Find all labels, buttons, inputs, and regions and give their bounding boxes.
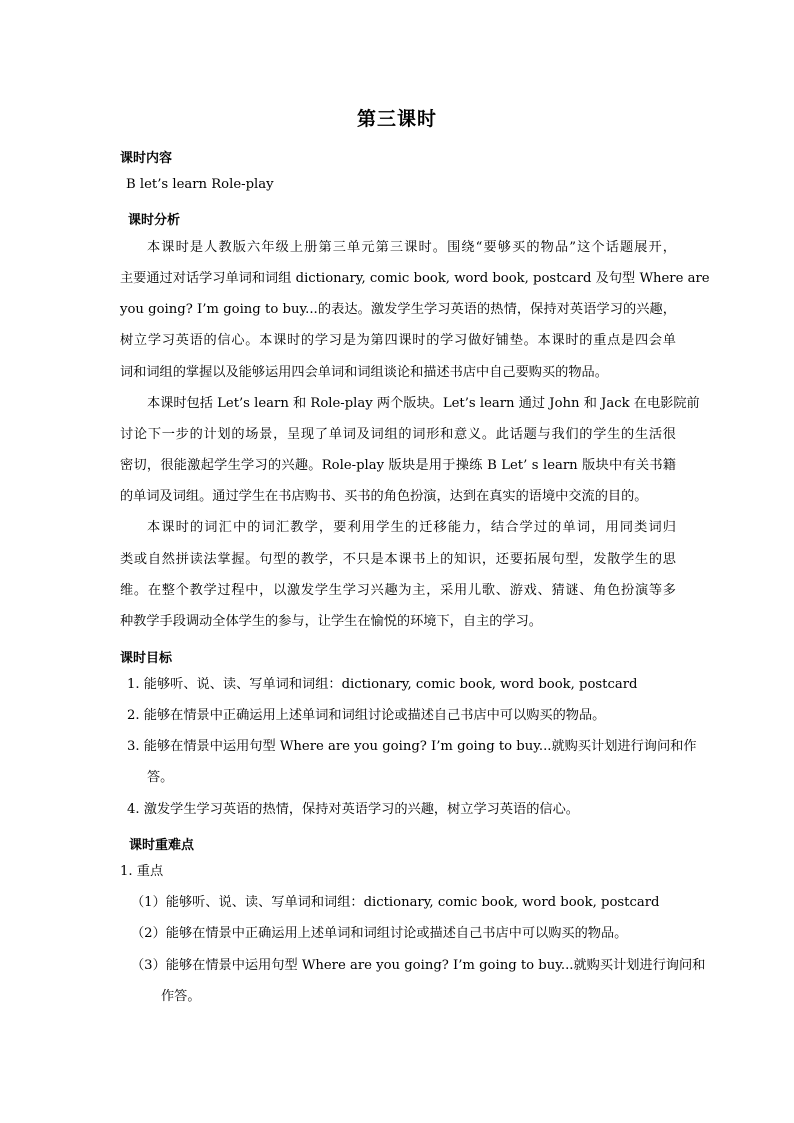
goal-item: 3. 能够在情景中运用句型 Where are you going? I’m going to buy...就购买计划进行询问和作 (127, 739, 697, 754)
analysis-p1-line: 主要通过对话学习单词和词组 dictionary, comic book, word book, postcard 及句型 Where are (120, 271, 710, 286)
analysis-p2-line: 本课时包括 Let’s learn 和 Role-play 两个版块。Let’s learn 通过 John 和 Jack 在电影院前 (147, 396, 700, 411)
analysis-p1-line: you going? I’m going to buy...的表达。激发学生学习英语的热情，保持对英语学习的兴趣， (120, 302, 676, 317)
analysis-p3-line: 种教学手段调动全体学生的参与，让学生在愉悦的环境下，自主的学习。 (120, 614, 542, 629)
analysis-p2-line: 的单词及词组。通过学生在书店购书、买书的角色扮演，达到在真实的语境中交流的目的。 (120, 489, 648, 504)
analysis-p1-line: 词和词组的掌握以及能够运用四会单词和词组谈论和描述书店中自己要购买的物品。 (120, 365, 608, 380)
key-points-subheading: 1. 重点 (120, 864, 164, 879)
analysis-p1-line: 树立学习英语的信心。本课时的学习是为第四课时的学习做好铺垫。本课时的重点是四会单 (120, 333, 676, 348)
analysis-p3-line: 类或自然拼读法掌握。句型的教学，不只是本课书上的知识，还要拓展句型，发散学生的思 (120, 552, 676, 567)
key-point-item: （1）能够听、说、读、写单词和词组：dictionary, comic book, word book, postcard (131, 895, 660, 910)
key-point-item: （2）能够在情景中正确运用上述单词和词组讨论或描述自己书店中可以购买的物品。 (131, 926, 628, 941)
analysis-p1-line: 本课时是人教版六年级上册第三单元第三课时。围绕“要够买的物品”这个话题展开， (147, 240, 676, 255)
analysis-p2-line: 密切，很能激起学生学习的兴趣。Role-play 版块是用于操练 B Let’ s learn 版块中有关书籍 (120, 458, 676, 473)
page-title: 第三课时 (356, 108, 437, 130)
heading-lesson-analysis: 课时分析 (128, 213, 181, 228)
goal-item: 2. 能够在情景中正确运用上述单词和词组讨论或描述自己书店中可以购买的物品。 (127, 708, 606, 723)
heading-lesson-goals: 课时目标 (120, 651, 173, 666)
key-point-item-continuation: 作答。 (161, 989, 201, 1004)
goal-item-continuation: 答。 (147, 770, 174, 785)
analysis-p3-line: 维。在整个教学过程中，以激发学生学习兴趣为主，采用儿歌、游戏、猜谜、角色扮演等多 (120, 583, 676, 598)
goal-item: 1. 能够听、说、读、写单词和词组：dictionary, comic book, word book, postcard (127, 677, 638, 692)
analysis-p2-line: 讨论下一步的计划的场景，呈现了单词及词组的词形和意义。此话题与我们的学生的生活很 (120, 427, 676, 442)
goal-item: 4. 激发学生学习英语的热情，保持对英语学习的兴趣，树立学习英语的信心。 (127, 802, 579, 817)
heading-key-points: 课时重难点 (129, 838, 195, 853)
key-point-item: （3）能够在情景中运用句型 Where are you going? I’m going to buy...就购买计划进行询问和 (131, 958, 706, 973)
heading-lesson-content: 课时内容 (120, 151, 173, 166)
analysis-p3-line: 本课时的词汇中的词汇教学，要利用学生的迁移能力，结合学过的单词，用同类词归 (147, 520, 676, 535)
lesson-content-text: B let’s learn Role-play (126, 177, 274, 192)
